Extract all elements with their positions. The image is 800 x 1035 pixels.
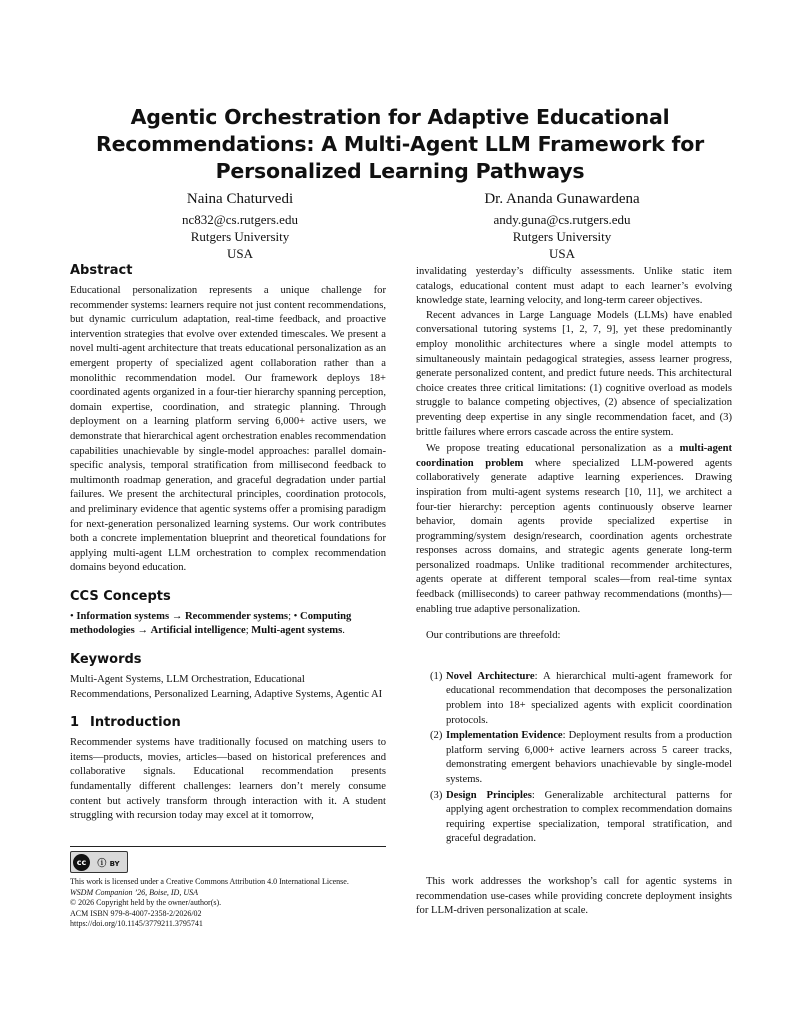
paper-title <box>60 104 740 185</box>
emphasis-text: multi-agent coordination problem <box>416 443 732 469</box>
abstract-heading: Abstract <box>70 263 133 278</box>
author-block <box>90 190 390 262</box>
contributions-intro: Our contributions are threefold: <box>426 630 561 642</box>
list-body: : A hierarchical multi-agent framework for educational recommendation that decomposes the personalization problem into 18+ specialized agents with explicit coordination protocols. <box>446 670 732 726</box>
author-country: USA <box>548 246 575 261</box>
ccs-bullet: • <box>70 610 74 622</box>
abstract-text: Educational personalization represents a unique challenge for recommender systems: learners require not just content recommendations, but dynamic curriculum adaptation, real-time feedback, and proactive intervention strategies that evolve over extended timescales. We present a novel multi-agent architecture that treats educational personalization as an emergent property of specialized agent collaboration rather than a monolithic recommendation model. Our framework deploys 18+ coordinated agents organized in a four-tier hierarchy spanning perception, domain expertise, coordination, and strategic planning. Through deployment on a learning platform serving 6,000+ active users, we demonstrate that hierarchical agent orchestration enables recommendation capabilities unachievable by single-model approaches: parallel domain-specific analysis, temporal stratification from millisecond feedback to multimonth roadmap generation, and graceful degradation under partial failures. We present the architectural principles, coordination protocols, and preliminary evidence that agentic systems offer a promising paradigm for next-generation personalized learning systems. Our work contributes both a concrete implementation blueprint and theoretical foundations for applying multi-agent LLM orchestration to complex recommendation domains beyond education. <box>70 285 386 574</box>
intro-heading <box>70 714 386 732</box>
by-icon <box>90 856 127 869</box>
author-email: andy.guna@cs.rutgers.edu <box>493 212 631 227</box>
ccs-concept: Multi-agent systems <box>251 625 343 637</box>
ccs-concept: Computing methodologies <box>70 610 352 637</box>
keywords-heading: Keywords <box>70 652 142 668</box>
author-name: Dr. Ananda Gunawardena <box>484 191 640 207</box>
author-country: USA <box>226 246 253 261</box>
list-body: : Deployment results from a production platform serving 6,000+ active learners across 5 career tracks, demonstrating emergent behaviors unachievable by single-model systems. <box>446 730 732 785</box>
list-label: Implementation Evidence <box>446 730 563 742</box>
intro-paragraph <box>416 442 732 617</box>
ccs-separator: ; <box>288 610 292 622</box>
by-label: BY <box>109 859 120 868</box>
list-text <box>446 670 732 728</box>
title-line: Agentic Orchestration for Adaptive Educational <box>130 105 670 129</box>
ccs-text <box>70 610 386 639</box>
contributions-list <box>416 670 732 847</box>
attribution-icon: ⓘ <box>97 858 107 869</box>
ccs-end: . <box>342 625 345 637</box>
ccs-arrow: → <box>171 610 183 622</box>
right-column <box>416 265 732 919</box>
list-body: : Generalizable architectural patterns for applying agent orchestration to complex recommendation domains requiring expertise specialization, temporal stratification, and graceful degradation. <box>446 789 732 845</box>
author-block <box>412 190 712 262</box>
text-run: where specialized LLM-powered agents collaboratively generate adaptive learning experiences. Drawing inspiration from multi-agent systems research [10, 11], we architect a four-tier hierarchy: perception agents continuously observe learner behavior, domain agents provide specialized expertise in programming/system design/research, coordination agents orchestrate responses across domains, and strategic agents generate long-term personalized roadmaps. Unlike traditional recommender architectures, agents operate at different temporal scales—from real-time syntax feedback (milliseconds) to career pathway recommendations (months)—enabling true adaptive personalization. <box>416 457 732 615</box>
list-item <box>416 670 732 728</box>
intro-section <box>70 714 386 824</box>
keywords-text: Multi-Agent Systems, LLM Orchestration, Educational Recommendations, Personalized Learning, Adaptive Systems, Agentic AI <box>70 674 383 700</box>
title-line: Personalized Learning Pathways <box>215 159 585 183</box>
list-number: (1) <box>430 670 443 682</box>
license-footer <box>70 846 386 930</box>
venue-text: WSDM Companion ’26, Boise, ID, USA <box>70 887 198 897</box>
closing-paragraph: This work addresses the workshop’s call for agentic systems in recommendation use-cases while providing concrete deployment insights for LLM-driven personalization at scale. <box>416 875 732 917</box>
ccs-heading: CCS Concepts <box>70 588 171 604</box>
list-text <box>446 789 732 847</box>
license-text: This work is licensed under a Creative Commons Attribution 4.0 International License. <box>70 877 349 886</box>
isbn-text: ACM ISBN 979-8-4007-2358-2/2026/02 <box>70 908 202 918</box>
ccs-bullet: • <box>293 610 298 622</box>
keywords-section <box>70 651 386 702</box>
list-item <box>416 789 732 847</box>
list-number: (2) <box>430 730 443 742</box>
intro-paragraph-continued: invalidating yesterday’s difficulty assessments. Unlike static item catalogs, educational content must adapt to each learner’s evolving knowledge state, learning velocity, and long-term career objectives. <box>416 266 732 307</box>
intro-paragraph: Recommender systems have traditionally focused on matching users to items—products, movies, articles—based on historical preferences and collaborative signals. Educational recommendation presents fundamentally different challenges: learners don’t merely consume content but actively transform through interaction with it. A student struggling with recursion today may excel at it tomorrow, <box>70 737 386 822</box>
author-name: Naina Chaturvedi <box>186 191 294 207</box>
list-text <box>446 729 732 787</box>
ccs-arrow: → <box>137 625 148 637</box>
doi-link[interactable]: https://doi.org/10.1145/3779211.3795741 <box>70 919 203 928</box>
author-email: nc832@cs.rutgers.edu <box>182 212 298 227</box>
ccs-concept: Artificial intelligence <box>150 625 246 637</box>
text-run: We propose treating educational personalization as a <box>426 443 680 455</box>
list-label: Design Principles <box>446 789 532 801</box>
list-number: (3) <box>430 789 443 801</box>
left-column <box>70 262 386 824</box>
ccs-concept: Information systems <box>76 610 170 622</box>
intro-paragraph: Recent advances in Large Language Models (LLMs) have enabled conversational tutoring systems [1, 2, 7, 9], yet these predominantly employ monolithic architectures where a single model attempts to simultaneously maintain pedagogical strategies, assess learner progress, generate personalized content, and predict future needs. This architectural choice creates three critical limitations: (1) cognitive overload as models struggle to balance competing objectives, (2) absence of specialization preventing deep expertise in any single recommendation facet, and (3) brittle failures where errors cascade across the entire system. <box>416 309 732 438</box>
section-number: 1 <box>70 715 80 731</box>
author-affiliation: Rutgers University <box>190 229 290 244</box>
ccs-concept: Recommender systems <box>184 610 289 622</box>
section-title: Introduction <box>90 715 181 731</box>
cc-icon: cc <box>73 854 90 871</box>
list-label: Novel Architecture <box>446 670 535 682</box>
title-line: Recommendations: A Multi-Agent LLM Framework for <box>95 132 704 156</box>
copyright-text: © 2026 Copyright held by the owner/author(s). <box>70 898 222 907</box>
list-item <box>416 729 732 787</box>
ccs-section <box>70 588 386 639</box>
cc-by-badge <box>70 851 128 873</box>
ccs-separator: ; <box>245 625 249 637</box>
author-affiliation: Rutgers University <box>512 229 612 244</box>
